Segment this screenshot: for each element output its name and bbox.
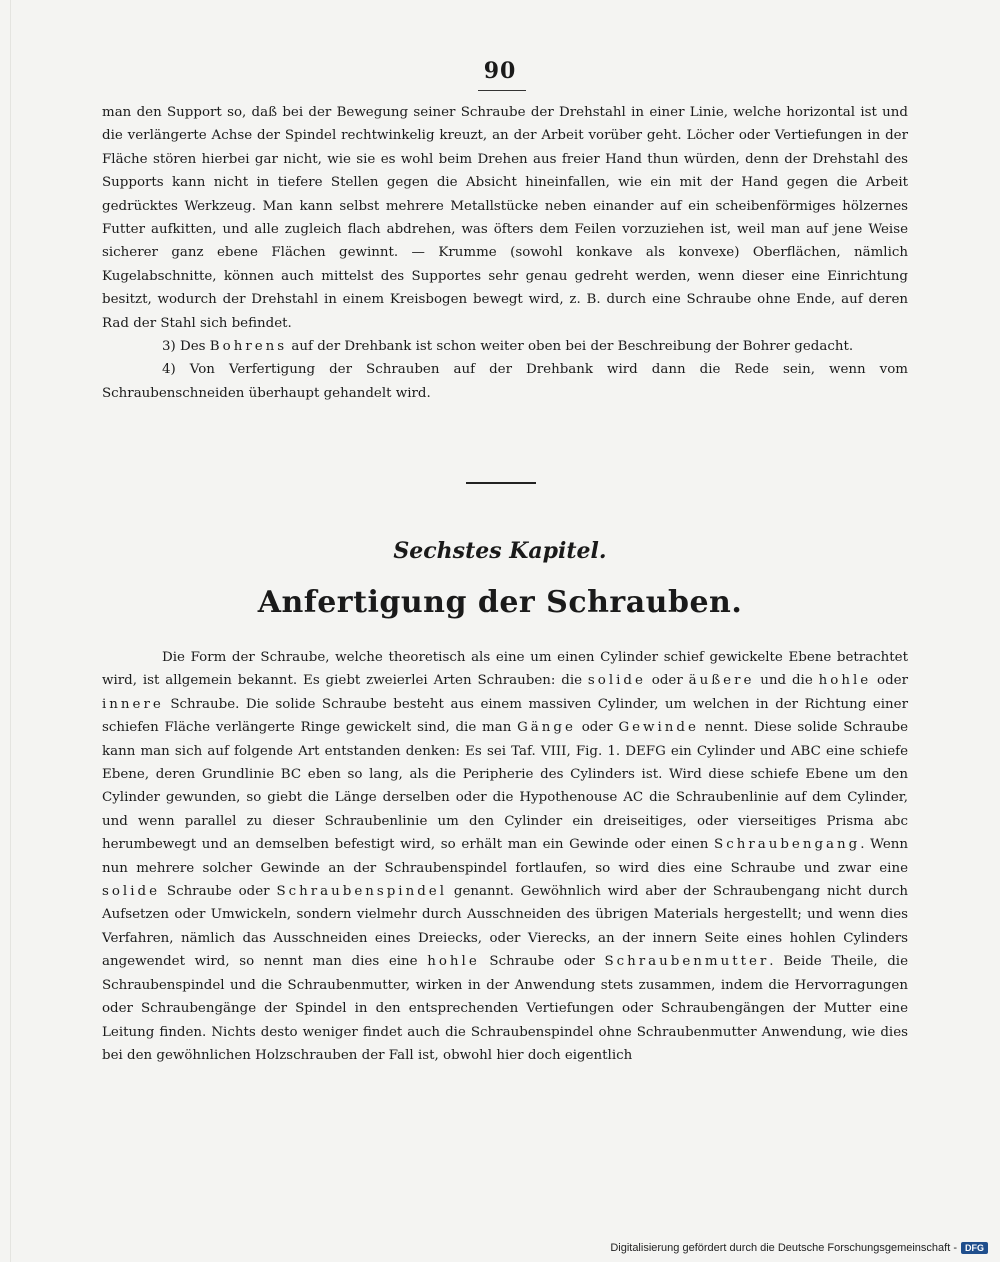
chapter-title: Anfertigung der Schrauben. xyxy=(257,585,743,620)
emphasized-term: äußere xyxy=(688,673,755,689)
paragraph-support: man den Support so, daß bei der Bewegung seiner Schraube der Drehstahl in einer Linie, welche horizontal ist und die verlängerte Achse der Spindel rechtwinkelig kreuzt, an der Arbeit vorüber geht. Löcher oder Vertiefungen in der Fläche stören hierbei gar nicht, wie sie es wohl beim Drehen aus freier Hand thun würden, denn der Drehstahl des Supports kann nicht in tiefere Stellen gegen die Absicht hineinfallen, wie ein mit der Hand gegen die Arbeit gedrücktes Werkzeug. Man kann selbst mehrere Metallstücke neben einander auf ein scheibenförmiges hölzernes Futter aufkitten, und alle zugleich flach abdrehen, was öfters dem Feilen vorzuziehen ist, weil man auf jene Weise sicherer ganz ebene Flächen gewinnt. — Krumme (sowohl konkave als konvexe) Oberflächen, nämlich Kugelabschnitte, können auch mittelst des Supportes sehr genau gedreht werden, wenn dieser eine Einrichtung besitzt, wodurch der Drehstahl in einem Kreisbogen bewegt wird, z. B. durch eine Schraube ohne Ende, auf deren Rad der Stahl sich befindet. xyxy=(102,105,908,331)
paragraph-bohrens-pre: 3) Des xyxy=(162,339,210,355)
footer xyxy=(610,1242,988,1254)
emphasized-term: Schraubenspindel xyxy=(276,884,447,900)
emphasized-term: innere xyxy=(102,696,164,712)
text-segment: genannt. Gewöhnlich wird aber der Schraubengang nicht durch Aufsetzen oder Umwickeln, sondern vielmehr durch Ausschneiden des übrigen Materials hergestellt; und wenn dies Verfahren, nämlich das Ausschneiden eines Dreiecks, oder Vierecks, an der innern Seite eines hohlen Cylinders angewendet wird, so nennt man dies eine xyxy=(102,884,908,970)
text-segment: Schraube oder xyxy=(160,884,277,900)
footer-text: Digitalisierung gefördert durch die Deutsche Forschungsgemeinschaft - xyxy=(610,1242,957,1254)
emphasized-term: Gänge xyxy=(517,720,576,736)
paragraph-bohrens-post: auf der Drehbank ist schon weiter oben bei der Beschreibung der Bohrer gedacht. xyxy=(287,339,854,355)
text-segment: oder xyxy=(871,673,909,689)
section-divider xyxy=(466,482,536,484)
paragraph-bohrens-spaced: Bohrens xyxy=(209,339,288,355)
text-segment: . Wenn nun mehrere solcher Gewinde an der Schraubenspindel fortlaufen, so wird dies eine Schraube und zwar eine xyxy=(102,837,908,876)
emphasized-term: solide xyxy=(102,884,160,900)
emphasized-term: Schraubenmutter xyxy=(604,954,770,970)
emphasized-term: solide xyxy=(587,673,646,689)
emphasized-term: hohle xyxy=(818,673,872,689)
text-segment: Die Form der Schraube, welche theoretisch als eine um einen Cylinder schief gewickelte Ebene betrachtet wird, ist allgemein bekannt. Es giebt zweierlei Arten Schrauben: die xyxy=(102,650,908,689)
dfg-logo-icon: DFG xyxy=(961,1242,988,1254)
text-segment: Schraube. Die solide Schraube besteht aus einem massiven Cylinder, um welchen in der Richtung einer schiefen Fläche verlängerte Ringe gewickelt sind, die man xyxy=(102,696,908,736)
emphasized-term: hohle xyxy=(427,954,480,970)
emphasized-term: Schraubengang xyxy=(714,837,861,853)
paragraph-bohrens xyxy=(102,335,908,358)
chapter-number: Sechstes Kapitel. xyxy=(393,538,607,564)
text-segment: Schraube oder xyxy=(479,954,605,970)
paragraph-schrauben-ref: 4) Von Verfertigung der Schrauben auf der Drehbank wird dann die Rede sein, wenn vom Schraubenschneiden überhaupt gehandelt wird. xyxy=(102,362,908,401)
emphasized-term: Gewinde xyxy=(618,720,699,736)
page-number: 90 xyxy=(483,58,517,84)
page-number-rule xyxy=(478,90,526,91)
text-segment: . Beide Theile, die Schraubenspindel und die Schraubenmutter, wirken in der Anwendung stets zusammen, indem die Hervorragungen oder Schraubengänge der Spindel in den entsprechenden Vertiefungen oder Schraubengängen der Mutter eine Leitung finden. Nichts desto weniger findet auch die Schraubenspindel ohne Schraubenmutter Anwendung, wie dies bei den gewöhnlichen Holzschrauben der Fall ist, obwohl hier doch eigentlich xyxy=(102,954,909,1063)
text-segment: und die xyxy=(754,673,819,689)
page-edge xyxy=(10,0,11,1262)
text-segment: oder xyxy=(575,720,619,736)
text-segment: oder xyxy=(645,673,689,689)
main-text-block xyxy=(102,646,908,1067)
text-segment: nennt. Diese solide Schraube kann man sich auf folgende Art entstanden denken: Es sei Taf. VIII, Fig. 1. DEFG ein Cylinder und ABC eine schiefe Ebene, deren Grundlinie BC eben so lang, als die Peripherie des Cylinders ist. Wird diese schiefe Ebene um den Cylinder gewunden, so giebt die Länge derselben oder die Hypothenouse AC die Schraubenlinie auf dem Cylinder, und wenn parallel zu dieser Schraubenlinie um den Cylinder ein dreiseitiges, oder vierseitiges Prisma abc herumbewegt und an demselben befestigt wird, so erhält man ein Gewinde oder einen xyxy=(102,720,909,853)
top-text-block xyxy=(102,101,908,405)
main-paragraph xyxy=(102,646,908,1067)
